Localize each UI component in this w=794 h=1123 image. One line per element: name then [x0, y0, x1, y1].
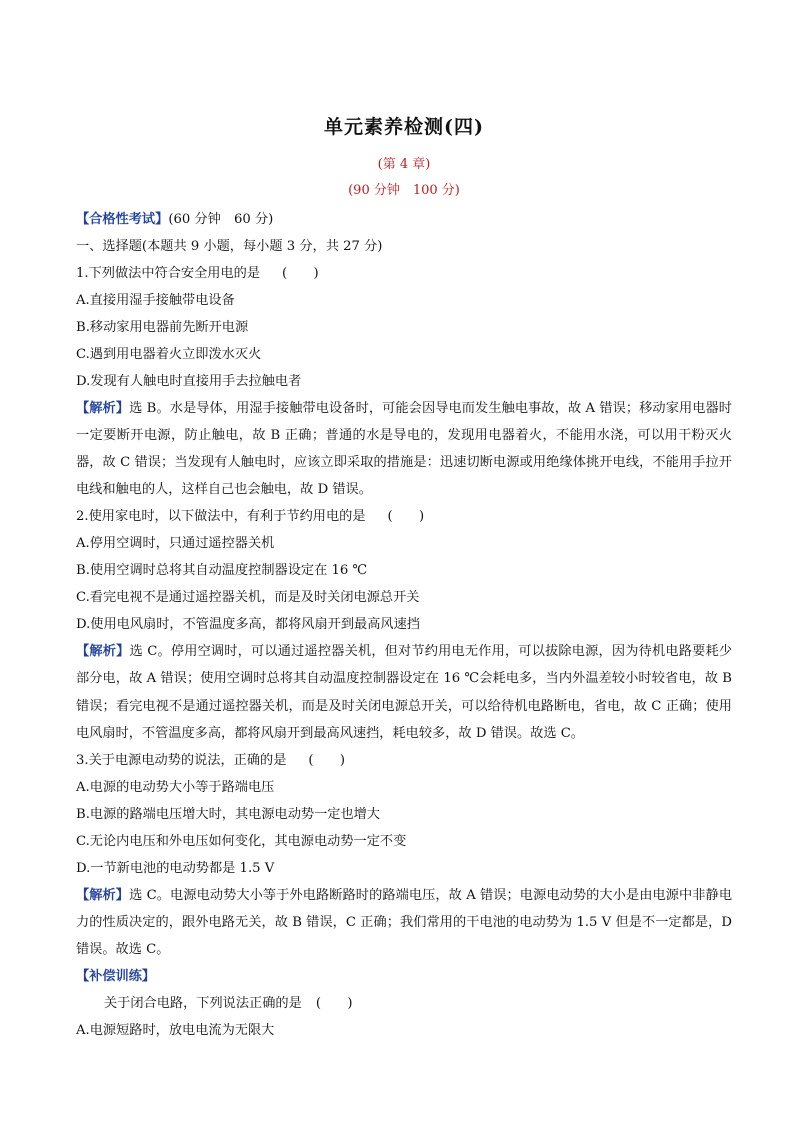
analysis-tag: 【解析】	[76, 887, 130, 903]
q1-analysis	[76, 395, 732, 503]
q2-option-d: D.使用电风扇时，不管温度多高，都将风扇开到最高风速挡	[76, 617, 420, 633]
answer-paren: ( )	[282, 266, 319, 281]
q3-option-d: D.一节新电池的电动势都是 1.5 V	[76, 860, 275, 876]
time-score-label: (90 分钟 100 分)	[348, 183, 460, 198]
q3-option-b: B.电源的路端电压增大时，其电源电动势一定也增大	[76, 806, 381, 822]
analysis-tag: 【解析】	[76, 644, 130, 660]
part-heading: 一、选择题(本题共 9 小题，每小题 3 分，共 27 分)	[76, 239, 383, 254]
q1-option-b: B.移动家用电器前先断开电源	[76, 320, 249, 335]
q2-option-a: A.停用空调时，只通过遥控器关机	[76, 536, 275, 552]
answer-paren: ( )	[315, 996, 353, 1012]
supplement-stem	[76, 990, 732, 1017]
q1-option-c: C.遇到用电器着火立即泼水灭火	[76, 347, 262, 362]
section-heading	[76, 206, 732, 233]
q2-option-c: C.看完电视不是通过遥控器关机，而是及时关闭电源总开关	[76, 590, 420, 606]
question-1-text: 1.下列做法中符合安全用电的是	[76, 266, 261, 281]
q2-analysis	[76, 638, 732, 746]
q1-option-d: D.发现有人触电时直接用手去拉触电者	[76, 374, 302, 389]
q1-option-a: A.直接用湿手接触带电设备	[76, 293, 235, 308]
answer-paren: ( )	[387, 509, 425, 525]
q3-analysis-text: 选 C。电源电动势大小等于外电路断路时的路端电压，故 A 错误；电源电动势的大小是由电源中非静电力的性质决定的，跟外电路无关，故 B 错误，C 正确；我们常用的干电池的电动势为 1.5 V 但是不一定都是，D 错误。故选 C。	[76, 887, 733, 957]
q3-option-c: C.无论内电压和外电压如何变化，其电源电动势一定不变	[76, 833, 407, 849]
supplement-text: 关于闭合电路，下列说法正确的是	[104, 996, 302, 1012]
question-2-text: 2.使用家电时，以下做法中，有利于节约用电的是	[76, 509, 366, 525]
supplement-option-a: A.电源短路时，放电电流为无限大	[76, 1023, 275, 1039]
q3-analysis	[76, 882, 732, 963]
supplement-tag: 【补偿训练】	[76, 969, 156, 985]
chapter-label: (第 4 章)	[377, 157, 431, 172]
question-1-stem	[76, 260, 732, 287]
section-detail: (60 分钟 60 分)	[168, 212, 274, 227]
section-tag: 【合格性考试】	[76, 212, 169, 227]
q2-option-b: B.使用空调时总将其自动温度控制器设定在 16 ℃	[76, 563, 368, 579]
q1-analysis-text: 选 B。水是导体，用湿手接触带电设备时，可能会因导电而发生触电事故，故 A 错误；移动家用电器时一定要断开电源，防止触电，故 B 正确；普通的水是导电的，发现用电器着火，不能用水浇，可以用干粉灭火器，故 C 错误；当发现有人触电时，应该立即采取的措施是：迅速切断电源或用绝缘体挑开电线，不能用手拉开电线和触电的人，这样自己也会触电，故 D 错误。	[76, 401, 732, 498]
analysis-tag: 【解析】	[76, 401, 130, 416]
question-2-stem	[76, 503, 732, 530]
question-3-text: 3.关于电源电动势的说法，正确的是	[76, 752, 287, 768]
answer-paren: ( )	[308, 752, 346, 768]
q2-analysis-text: 选 C。停用空调时，可以通过遥控器关机，但对节约用电无作用，可以拔除电源，因为待机电路要耗少部分电，故 A 错误；使用空调时总将其自动温度控制器设定在 16 ℃会耗电多，当内外温差较小时较省电，故 B 错误；看完电视不是通过遥控器关机，而是及时关闭电源总开关，可以给待机电路断电，省电，故 C 正确；使用电风扇时，不管温度多高，都将风扇开到最高风速挡，耗电较多，故 D 错误。故选 C。	[76, 644, 733, 741]
supplement-heading	[76, 963, 732, 990]
question-3-stem	[76, 747, 732, 774]
page-title: 单元素养检测(四)	[324, 116, 484, 138]
q3-option-a: A.电源的电动势大小等于路端电压	[76, 779, 275, 795]
